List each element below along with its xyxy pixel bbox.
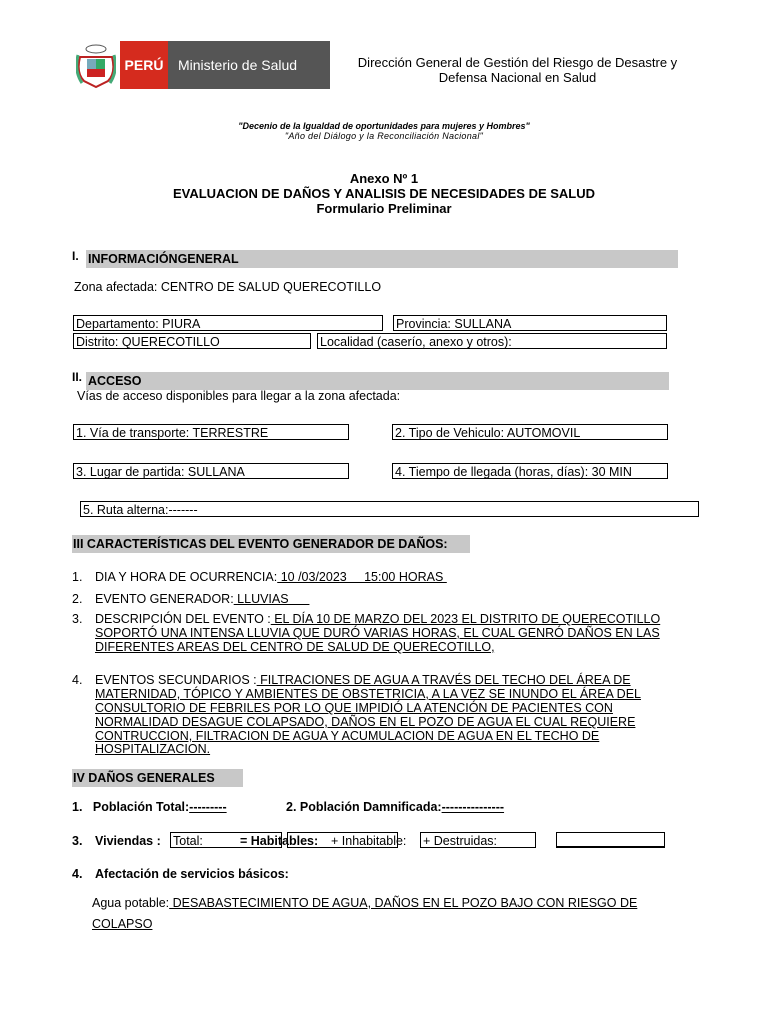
item-2-number: 2. <box>72 592 83 606</box>
drinking-water-label: Agua potable: <box>92 896 170 910</box>
secondary-events-line-2: MATERNIDAD, TÓPICO Y AMBIENTES DE OBSTETRICIA, A LA VEZ SE INUNDO EL ÁREA DEL <box>95 687 641 701</box>
motto-year: "Año del Diálogo y la Reconciliación Nacional" <box>284 131 484 141</box>
drinking-water <box>92 896 637 910</box>
form-subtitle: Formulario Preliminar <box>316 201 452 216</box>
housing-destroyed-field: + Destruidas: <box>420 832 536 848</box>
housing-number: 3. <box>72 834 83 848</box>
event-generator-label: EVENTO GENERADOR: <box>95 592 234 606</box>
section-3-heading: III CARACTERÍSTICAS DEL EVENTO GENERADOR DE DAÑOS: <box>72 535 470 553</box>
event-description-line-2: SOPORTÓ UNA INTENSA LLUVIA QUE DURÓ VARIAS HORAS, EL CUAL GENRÓ DAÑOS EN LAS <box>95 626 660 640</box>
total-population-number: 1. <box>72 800 83 814</box>
total-population <box>72 800 227 814</box>
affected-zone: Zona afectada: CENTRO DE SALUD QUERECOTILLO <box>74 280 382 294</box>
inhabitable-label: + Inhabitable: <box>331 834 407 848</box>
event-generator-value: LLUVIAS <box>233 592 310 606</box>
item-1-number: 1. <box>72 570 83 584</box>
event-datetime-value: 10 /03/2023 15:00 HORAS <box>277 570 447 584</box>
drinking-water-line-2: COLAPSO <box>92 917 153 931</box>
item-4-number: 4. <box>72 673 83 687</box>
event-description-line-1: EL DÍA 10 DE MARZO DEL 2023 EL DISTRITO DE QUERECOTILLO <box>270 612 661 626</box>
ministry-logo: Ministerio de Salud <box>168 41 330 89</box>
access-routes-label: Vías de acceso disponibles para llegar a la zona afectada: <box>77 389 401 403</box>
event-generator <box>95 592 309 606</box>
event-description <box>95 612 660 626</box>
section-4-heading: IV DAÑOS GENERALES <box>72 769 243 787</box>
secondary-events-line-3: CONSULTORIO DE FEBRILES POR LO QUE IMPIDIÓ LA ATENCIÓN DE PACIENTES CON <box>95 701 613 715</box>
annex-title: Anexo Nº 1 <box>349 171 419 186</box>
transport-route-field: 1. Vía de transporte: TERRESTRE <box>73 424 349 440</box>
item-3-number: 3. <box>72 612 83 626</box>
basic-services-label: Afectación de servicios básicos: <box>95 867 289 881</box>
section-2-number: II. <box>72 370 83 384</box>
total-population-label: Población Total: <box>92 800 190 814</box>
event-description-label: DESCRIPCIÓN DEL EVENTO : <box>95 612 271 626</box>
vehicle-type-field: 2. Tipo de Vehiculo: AUTOMOVIL <box>392 424 668 440</box>
form-main-title: EVALUACION DE DAÑOS Y ANALISIS DE NECESIDADES DE SALUD <box>172 186 596 201</box>
section-2-heading: ACCESO <box>86 372 669 390</box>
housing-extra-field <box>556 832 665 848</box>
motto-decade: "Decenio de la Igualdad de oportunidades para mujeres y Hombres" <box>238 121 530 131</box>
event-datetime-label: DIA Y HORA DE OCURRENCIA: <box>95 570 278 584</box>
secondary-events-line-5: CONTRUCCION, FILTRACION DE AGUA Y ACUMULACION DE AGUA EN EL TECHO DE <box>95 729 600 743</box>
localidad-field: Localidad (caserío, anexo y otros): <box>317 333 667 349</box>
coat-of-arms-icon <box>76 43 116 89</box>
affected-population <box>286 800 552 814</box>
departure-place-field: 3. Lugar de partida: SULLANA <box>73 463 349 479</box>
secondary-events-label: EVENTOS SECUNDARIOS : <box>95 673 257 687</box>
alternate-route-field: 5. Ruta alterna:------- <box>80 501 699 517</box>
secondary-events <box>95 673 631 687</box>
peru-logo: PERÚ <box>120 41 168 89</box>
secondary-events-line-1: FILTRACIONES DE AGUA A TRAVÉS DEL TECHO DEL ÁREA DE <box>256 673 631 687</box>
housing-label: Viviendas : <box>95 834 161 848</box>
direction-name: Dirección General de Gestión del Riesgo de Desastre y Defensa Nacional en Salud <box>357 55 678 85</box>
drinking-water-line-1: DESABASTECIMIENTO DE AGUA, DAÑOS EN EL POZO BAJO CON RIESGO DE <box>169 896 638 910</box>
total-population-value: --------- <box>189 800 227 814</box>
distrito-field: Distrito: QUERECOTILLO <box>73 333 311 349</box>
event-description-line-3: DIFERENTES AREAS DEL CENTRO DE SALUD DE QUERECOTILLO, <box>95 640 495 654</box>
event-datetime <box>95 570 447 584</box>
affected-population-value: --------------- <box>441 800 505 814</box>
arrival-time-field: 4. Tiempo de llegada (horas, días): 30 MIN <box>392 463 668 479</box>
secondary-events-line-4: NORMALIDAD DESAGUE COLAPSADO, DAÑOS EN EL POZO DE AGUA EL CUAL REQUIERE <box>95 715 636 729</box>
secondary-events-line-6: HOSPITALIZACION. <box>95 742 211 756</box>
section-1-number: I. <box>72 249 79 263</box>
basic-services-number: 4. <box>72 867 83 881</box>
habitables-label: = Habitables: <box>240 834 319 848</box>
provincia-field: Provincia: SULLANA <box>393 315 667 331</box>
departamento-field: Departamento: PIURA <box>73 315 383 331</box>
housing-total-field: Total: <box>170 832 282 848</box>
section-1-heading: INFORMACIÓNGENERAL <box>86 250 678 268</box>
affected-population-label: 2. Población Damnificada: <box>286 800 442 814</box>
